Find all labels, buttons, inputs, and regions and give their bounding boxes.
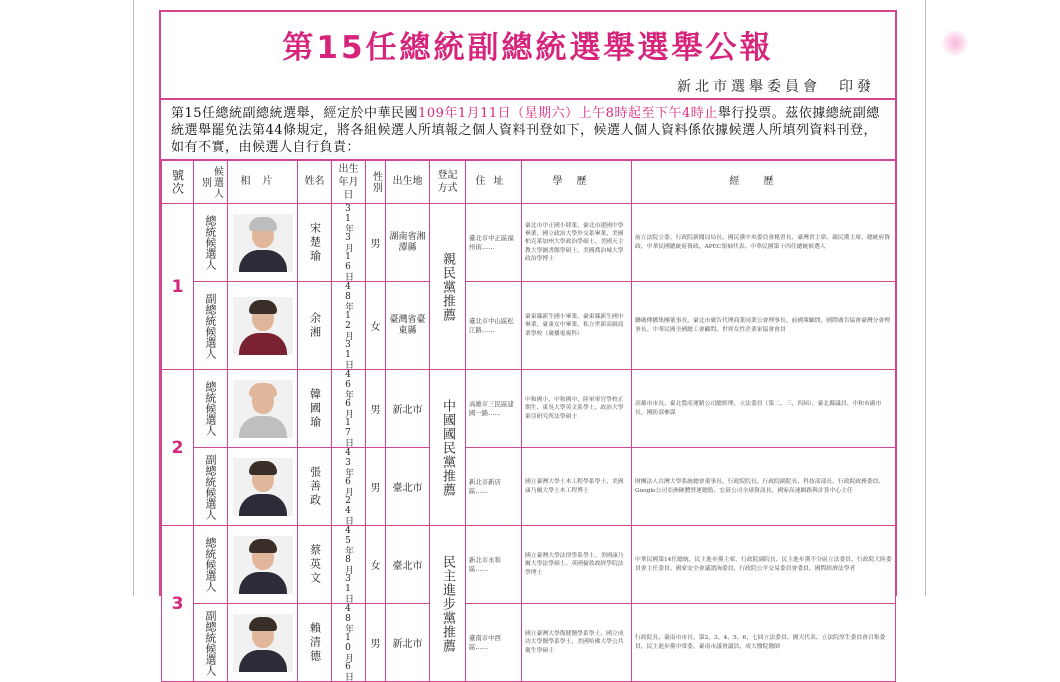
ticket-registration: 親民黨推薦 [430, 204, 466, 370]
issuer-label: 新北市選舉委員會 印發 [677, 79, 875, 95]
header-birthplace: 出生地 [386, 161, 430, 204]
ticket-number: 2 [162, 370, 194, 526]
candidate-address: 新北市永和區…… [466, 526, 522, 604]
candidate-education: 中和國小、中和國中、陸軍軍官學校正期生、東吳大學英文系學士、政治大學東亞研究所法學碩士 [522, 370, 632, 448]
table-row [162, 604, 896, 682]
candidate-dob: 31年3月16日 [332, 204, 366, 282]
candidate-education: 國立臺灣大學法律學系學士、美國康乃爾大學法學碩士、英國倫敦政經學院法學博士 [522, 526, 632, 604]
candidate-education: 臺北市中正國小肄業、臺北市建國中學畢業、國立政治大學外交系畢業、美國柏克萊加州大學政治學碩士、美國天主教大學圖書館學碩士、美國喬治城大學政治學博士 [522, 204, 632, 282]
candidate-gender: 男 [366, 604, 386, 682]
candidate-dob: 43年6月24日 [332, 448, 366, 526]
header-gender: 性別 [366, 161, 386, 204]
header-registration: 登記方式 [430, 161, 466, 204]
candidate-address: 臺北市中山區松江路…… [466, 282, 522, 370]
bulletin-frame [159, 10, 897, 681]
candidate-role: 總統候選人 [194, 204, 228, 282]
candidate-name: 蔡英文 [298, 526, 332, 604]
table-row [162, 448, 896, 526]
candidate-birthplace: 新北市 [386, 604, 430, 682]
decorative-glow [942, 30, 968, 56]
candidate-dob: 48年10月6日 [332, 604, 366, 682]
ticket-number: 1 [162, 204, 194, 370]
bulletin-sheet [133, 0, 926, 681]
candidate-photo [228, 526, 298, 604]
candidate-role: 副總統候選人 [194, 604, 228, 682]
candidate-dob: 48年12月31日 [332, 282, 366, 370]
candidate-experience: 高雄市市長、臺北農產運銷公司總經理、立法委員（第二、三、四屆）、臺北縣議員、中和市副市長、國防部參謀 [632, 370, 896, 448]
ticket-number: 3 [162, 526, 194, 682]
candidate-birthplace: 臺北市 [386, 526, 430, 604]
candidate-role: 副總統候選人 [194, 282, 228, 370]
candidate-gender: 男 [366, 448, 386, 526]
candidate-address: 臺北市中正區福州街…… [466, 204, 522, 282]
header-role: 候選人別 [194, 161, 228, 204]
candidate-experience: 行政院長、臺南市市長、第2、3、4、5、6、七屆立法委員、國大代表、立法院厚生委員會召集委員、民主進步黨中常委、臺南市議會議員、成大醫院醫師 [632, 604, 896, 682]
ticket-registration: 民主進步黨推薦 [430, 526, 466, 682]
candidate-name: 宋楚瑜 [298, 204, 332, 282]
candidate-experience: 財團法人台灣大學系統總會董事長、行政院院長、行政院副院長、科技部部長、行政院政務委員、Google公司亞洲硬體營運總監、宏碁公司全球資訊長、國家高速網路與計算中心主任 [632, 448, 896, 526]
candidate-table [161, 160, 896, 682]
candidate-birthplace: 湖南省湘潭縣 [386, 204, 430, 282]
header-address: 住址 [466, 161, 522, 204]
candidate-dob: 45年8月31日 [332, 526, 366, 604]
ticket-registration: 中國國民黨推薦 [430, 370, 466, 526]
table-header-row [162, 161, 896, 204]
candidate-photo [228, 448, 298, 526]
candidate-education: 臺東縣新生國小畢業、臺東縣新生國中畢業、臺東女中畢業、私立世新高級商業學校（廣播電視科） [522, 282, 632, 370]
header-education: 學歷 [522, 161, 632, 204]
table-row [162, 282, 896, 370]
candidate-gender: 女 [366, 526, 386, 604]
candidate-experience: 前立法院立委、行政院新聞局局長、國民黨中央委員會秘書長、臺灣省主席、親民黨主席、總統府資政、中華民國總統府資政、APEC領袖代表、中華民國第十四任總統候選人 [632, 204, 896, 282]
candidate-photo [228, 282, 298, 370]
candidate-education: 國立臺灣大學復健醫學系學士、國立成功大學醫學系學士、美國哈佛大學公共衛生學碩士 [522, 604, 632, 682]
notice-date: 109年1月11日（星期六）上午8時起至下午4時止 [418, 106, 718, 121]
divider [161, 98, 895, 100]
table-row [162, 204, 896, 282]
header-experience: 經歷 [632, 161, 896, 204]
candidate-experience: 聯廣傳播集團董事長、臺北市廣告代理商業同業公會理事長、前國策顧問、國際廣告協會臺灣分會理事長、中華民國全國總工會顧問、世界女性企業家協會會員 [632, 282, 896, 370]
candidate-name: 張善政 [298, 448, 332, 526]
header-photo: 相片 [228, 161, 298, 204]
candidate-education: 國立臺灣大學土木工程學系學士、美國康乃爾大學土木工程博士 [522, 448, 632, 526]
header-number: 號次 [162, 161, 194, 204]
candidate-photo [228, 204, 298, 282]
notice-text-2: 舉行投票。茲依據總統副總統選舉罷免法第44條規定，將各組候選人所填報之個人資料刊登如下，候選人個人資料係依據候選人所填列資料刊登，如有不實，由候選人自行負責： [171, 106, 880, 155]
candidate-photo [228, 370, 298, 448]
candidate-address: 新北市新店區…… [466, 448, 522, 526]
candidate-gender: 男 [366, 204, 386, 282]
candidate-address: 臺南市中西區…… [466, 604, 522, 682]
header-name: 姓名 [298, 161, 332, 204]
election-notice [171, 105, 887, 156]
candidate-experience: 中華民國第14任總統、民主進步黨主席、行政院副院長、民主進步黨不分區立法委員、行政院大陸委員會主任委員、國家安全會議諮詢委員、行政院公平交易委員會委員、國際經濟法學者 [632, 526, 896, 604]
header-dob: 出生年月日 [332, 161, 366, 204]
candidate-role: 副總統候選人 [194, 448, 228, 526]
candidate-dob: 46年6月17日 [332, 370, 366, 448]
candidate-birthplace: 臺灣省臺東縣 [386, 282, 430, 370]
candidate-name: 賴清德 [298, 604, 332, 682]
table-row [162, 370, 896, 448]
candidate-address: 高雄市三民區建國一路…… [466, 370, 522, 448]
candidate-role: 總統候選人 [194, 370, 228, 448]
table-row [162, 526, 896, 604]
candidate-photo [228, 604, 298, 682]
candidate-name: 余湘 [298, 282, 332, 370]
candidate-name: 韓國瑜 [298, 370, 332, 448]
candidate-gender: 女 [366, 282, 386, 370]
candidate-birthplace: 新北市 [386, 370, 430, 448]
notice-text: 第15任總統副總統選舉，經定於中華民國 [171, 106, 419, 121]
candidate-role: 總統候選人 [194, 526, 228, 604]
candidate-birthplace: 臺北市 [386, 448, 430, 526]
candidate-gender: 男 [366, 370, 386, 448]
bulletin-title: 第15任總統副總統選舉選舉公報 [282, 30, 774, 66]
